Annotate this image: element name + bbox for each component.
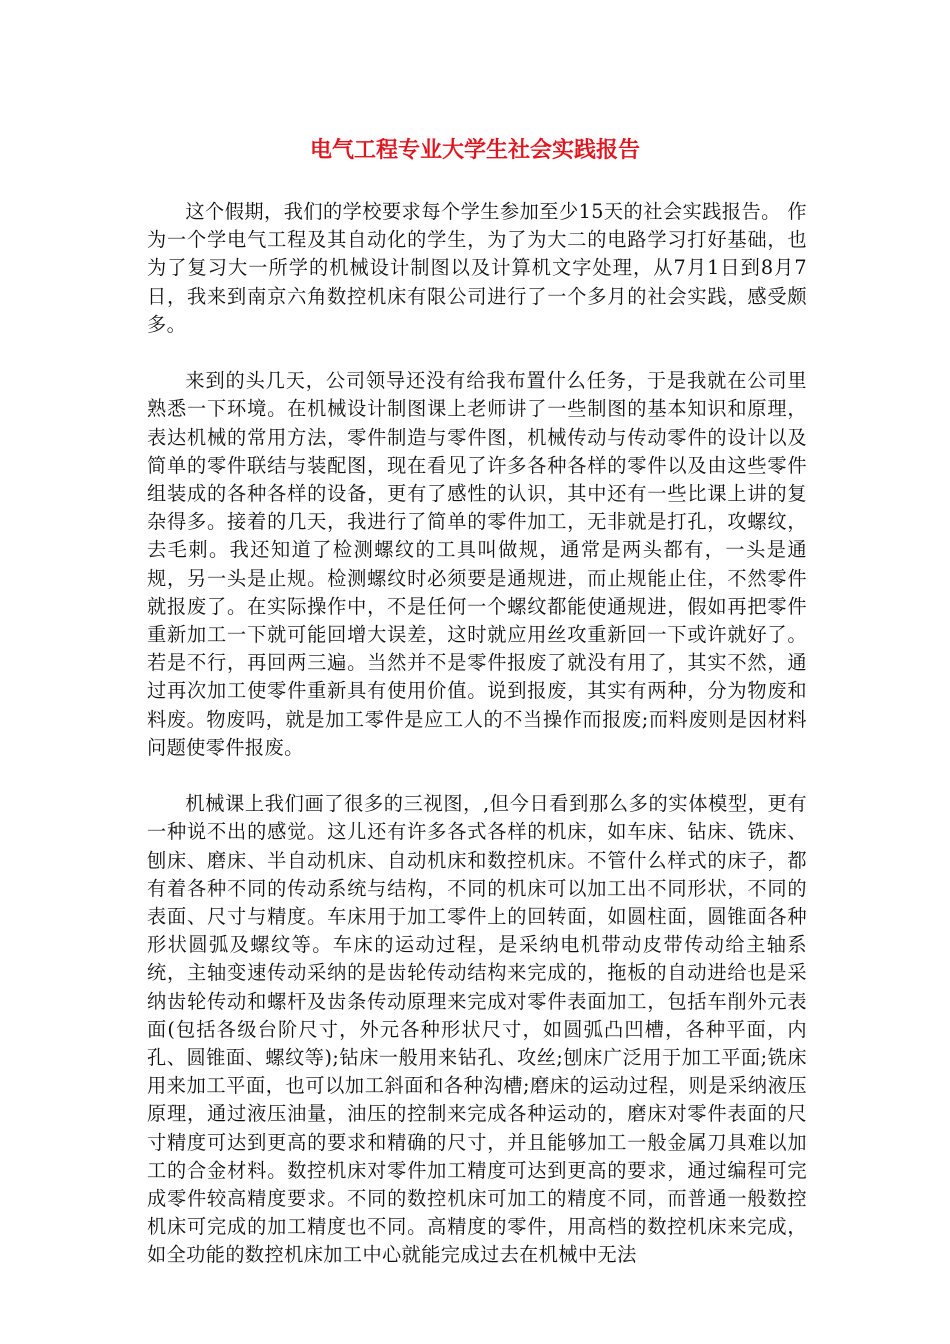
paragraph-2: 来到的头几天，公司领导还没有给我布置什么任务，于是我就在公司里熟悉一下环境。在机械设计制图课上老师讲了一些制图的基本知识和原理，表达机械的常用方法，零件制造与零件图，机械传动与传动零件的设计以及简单的零件联结与装配图，现在看见了许多各种各样的零件以及由这些零件组装成的各种各样的设备，更有了感性的认识，其中还有一些比课上讲的复杂得多。接着的几天，我进行了简单的零件加工，无非就是打孔，攻螺纹，去毛刺。我还知道了检测螺纹的工具叫做规，通常是两头都有，一头是通规，另一头是止规。检测螺纹时必须要是通规进，而止规能止住，不然零件就报废了。在实际操作中，不是任何一个螺纹都能使通规进，假如再把零件重新加工一下就可能回增大误差，这时就应用丝攻重新回一下或许就好了。若是不行，再回两三遍。当然并不是零件报废了就没有用了，其实不然，通过再次加工使零件重新具有使用价值。说到报废，其实有两种，分为物废和料废。物废吗，就是加工零件是应工人的不当操作而报废;而料废则是因材料问题使零件报废。	[147, 369, 807, 759]
paragraph-3: 机械课上我们画了很多的三视图，,但今日看到那么多的实体模型，更有一种说不出的感觉。这儿还有许多各式各样的机床，如车床、钻床、铣床、刨床、磨床、半自动机床、自动机床和数控机床。不管什么样式的床子，都有着各种不同的传动系统与结构，不同的机床可以加工出不同形状，不同的表面、尺寸与精度。车床用于加工零件上的回转面，如圆柱面，圆锥面各种形状圆弧及螺纹等。车床的运动过程，是采纳电机带动皮带传动给主轴系统，主轴变速传动采纳的是齿轮传动结构来完成的，拖板的自动进给也是采纳齿轮传动和螺杆及齿条传动原理来完成对零件表面加工，包括车削外元表面(包括各级台阶尺寸，外元各种形状尺寸，如圆弧凸凹槽，各种平面，内孔、圆锥面、螺纹等);钻床一般用来钻孔、攻丝;刨床广泛用于加工平面;铣床用来加工平面，也可以加工斜面和各种沟槽;磨床的运动过程，则是采纳液压原理，通过液压油量，油压的控制来完成各种运动的，磨床对零件表面的尺寸精度可达到更高的要求和精确的尺寸，并且能够加工一般金属刀具难以加工的合金材料。数控机床对零件加工精度可达到更高的要求，通过编程可完成零件较高精度要求。不同的数控机床可加工的精度不同，而普通一般数控机床可完成的加工精度也不同。高精度的零件，用高档的数控机床来完成，如全功能的数控机床加工中心就能完成过去在机械中无法	[147, 792, 807, 1267]
document-title: 电气工程专业大学生社会实践报告	[309, 138, 640, 163]
paragraph-1: 这个假期，我们的学校要求每个学生参加至少15天的社会实践报告。 作为一个学电气工程及其自动化的学生，为了为大二的电路学习打好基础，也为了复习大一所学的机械设计制图以及计算机文字处理，从7月1日到8月7日，我来到南京六角数控机床有限公司进行了一个多月的社会实践，感受颇多。	[147, 200, 807, 336]
document-body	[147, 198, 807, 1298]
